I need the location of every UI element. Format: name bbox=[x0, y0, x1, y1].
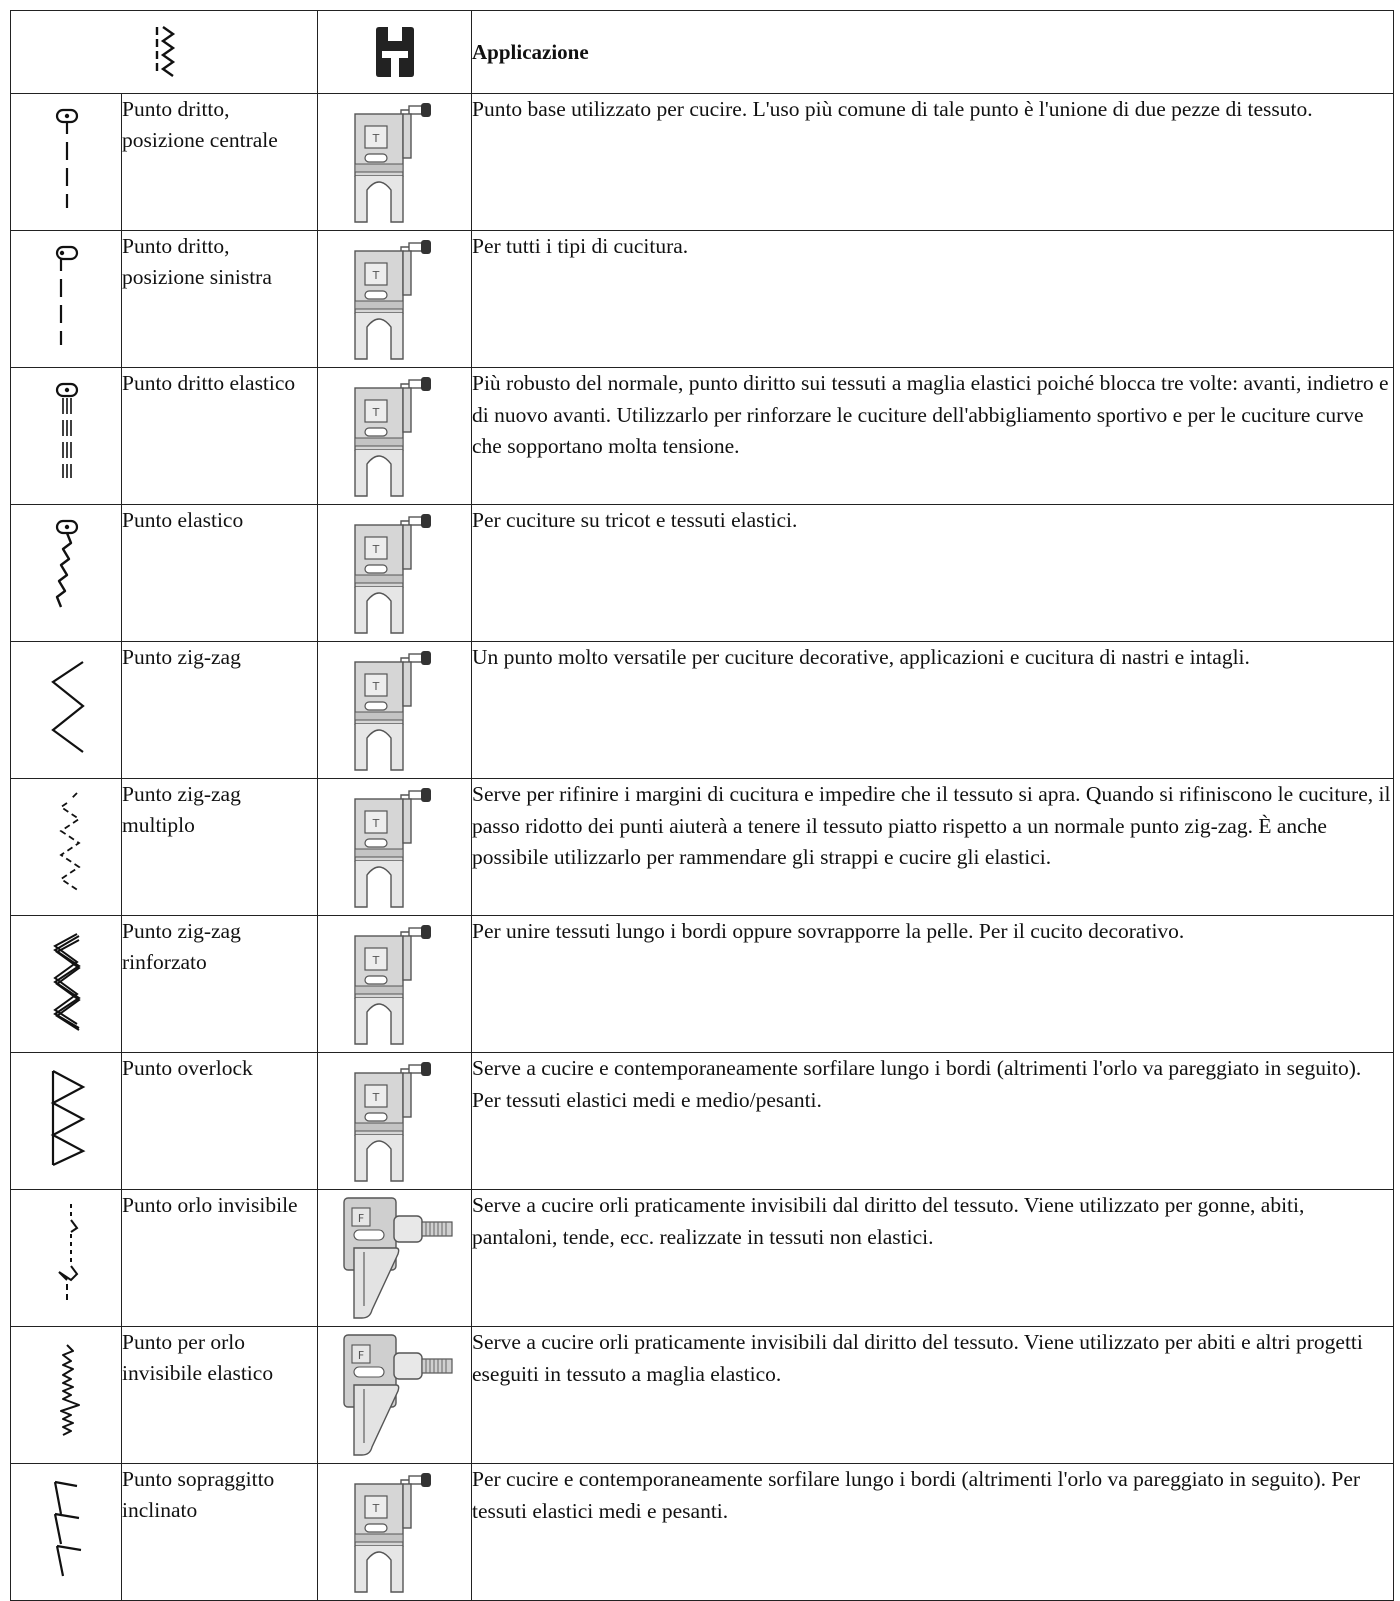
stitch-name: Punto orlo invisibile bbox=[122, 1190, 318, 1327]
stitch-application: Un punto molto versatile per cuciture decorative, applicazioni e cucitura di nastri e intagli. bbox=[472, 642, 1394, 779]
presser-foot-T-icon bbox=[351, 783, 441, 913]
stitch-name: Punto zig-zag multiplo bbox=[122, 779, 318, 916]
stitch-name: Punto dritto, posizione centrale bbox=[122, 94, 318, 231]
table-row bbox=[11, 368, 1394, 505]
stitch-name: Punto zig-zag bbox=[122, 642, 318, 779]
presser-foot-T-icon bbox=[351, 920, 441, 1050]
presser-foot-T-icon bbox=[351, 372, 441, 502]
table-header-row bbox=[11, 11, 1394, 94]
presser-foot-F-icon bbox=[338, 1194, 458, 1324]
header-foot-cell bbox=[318, 11, 472, 94]
stitch-application: Serve a cucire e contemporaneamente sorfilare lungo i bordi (altrimenti l'orlo va pareggiato in seguito). Per tessuti elastici medi e medio/pesanti. bbox=[472, 1053, 1394, 1190]
table-row bbox=[11, 916, 1394, 1053]
presser-foot-T-icon bbox=[351, 646, 441, 776]
table-row bbox=[11, 1053, 1394, 1190]
table-row bbox=[11, 505, 1394, 642]
stitch-application: Più robusto del normale, punto diritto sui tessuti a maglia elastici poiché blocca tre volte: avanti, indietro e di nuovo avanti. Utilizzarlo per rinforzare le cuciture dell'abbigliamento sportivo e per le cuciture curve che sopportano molta tensione. bbox=[472, 368, 1394, 505]
header-stitch-cell bbox=[11, 11, 318, 94]
table-row bbox=[11, 231, 1394, 368]
stitch-application: Per cuciture su tricot e tessuti elastici. bbox=[472, 505, 1394, 642]
presser-foot-F-icon bbox=[338, 1331, 458, 1461]
stitch-application: Serve a cucire orli praticamente invisibili dal diritto del tessuto. Viene utilizzato per gonne, abiti, pantaloni, tende, ecc. realizzate in tessuti non elastici. bbox=[472, 1190, 1394, 1327]
presser-foot-T-icon bbox=[351, 1468, 441, 1598]
triple-straight-stitch-icon bbox=[37, 378, 97, 488]
header-application: Applicazione bbox=[472, 11, 1394, 94]
reinforced-zigzag-stitch-icon bbox=[37, 926, 97, 1036]
blind-hem-stitch-icon bbox=[37, 1200, 97, 1310]
stitch-name: Punto dritto elastico bbox=[122, 368, 318, 505]
stitch-table bbox=[10, 10, 1394, 1601]
multi-zigzag-stitch-icon bbox=[37, 789, 97, 899]
stitch-application: Per cucire e contemporaneamente sorfilare lungo i bordi (altrimenti l'orlo va pareggiato in seguito). Per tessuti elastici medi e pesanti. bbox=[472, 1464, 1394, 1601]
zigzag-stitch-icon bbox=[37, 652, 97, 762]
stitch-application: Per tutti i tipi di cucitura. bbox=[472, 231, 1394, 368]
straight-stitch-center-icon bbox=[37, 104, 97, 214]
table-row bbox=[11, 1190, 1394, 1327]
stretch-blind-hem-stitch-icon bbox=[37, 1337, 97, 1447]
straight-stitch-left-icon bbox=[37, 241, 97, 351]
presser-foot-icon bbox=[373, 25, 417, 79]
stitch-application: Punto base utilizzato per cucire. L'uso più comune di tale punto è l'unione di due pezze di tessuto. bbox=[472, 94, 1394, 231]
table-row bbox=[11, 642, 1394, 779]
presser-foot-T-icon bbox=[351, 509, 441, 639]
stitch-application: Serve per rifinire i margini di cucitura e impedire che il tessuto si apra. Quando si rifiniscono le cuciture, il passo ridotto dei punti aiuterà a tenere il tessuto piatto rispetto a un normale punto zig-zag. È anche possibile utilizzarlo per rammendare gli strappi e cucire gli elastici. bbox=[472, 779, 1394, 916]
stitch-name: Punto per orlo invisibile elastico bbox=[122, 1327, 318, 1464]
table-row bbox=[11, 1327, 1394, 1464]
table-row bbox=[11, 94, 1394, 231]
slanted-overlock-stitch-icon bbox=[37, 1474, 97, 1584]
stitch-name: Punto dritto, posizione sinistra bbox=[122, 231, 318, 368]
table-row bbox=[11, 1464, 1394, 1601]
stitch-application: Per unire tessuti lungo i bordi oppure sovrapporre la pelle. Per il cucito decorativo. bbox=[472, 916, 1394, 1053]
stitch-application: Serve a cucire orli praticamente invisibili dal diritto del tessuto. Viene utilizzato per abiti e altri progetti eseguiti in tessuto a maglia elastico. bbox=[472, 1327, 1394, 1464]
overlock-stitch-icon bbox=[37, 1063, 97, 1173]
stitch-name: Punto elastico bbox=[122, 505, 318, 642]
stitch-name: Punto zig-zag rinforzato bbox=[122, 916, 318, 1053]
presser-foot-T-icon bbox=[351, 98, 441, 228]
presser-foot-T-icon bbox=[351, 1057, 441, 1187]
presser-foot-T-icon bbox=[351, 235, 441, 365]
stitch-name: Punto overlock bbox=[122, 1053, 318, 1190]
table-row bbox=[11, 779, 1394, 916]
stitch-symbol-icon bbox=[152, 25, 176, 79]
stretch-stitch-icon bbox=[37, 515, 97, 625]
stitch-name: Punto sopraggitto inclinato bbox=[122, 1464, 318, 1601]
